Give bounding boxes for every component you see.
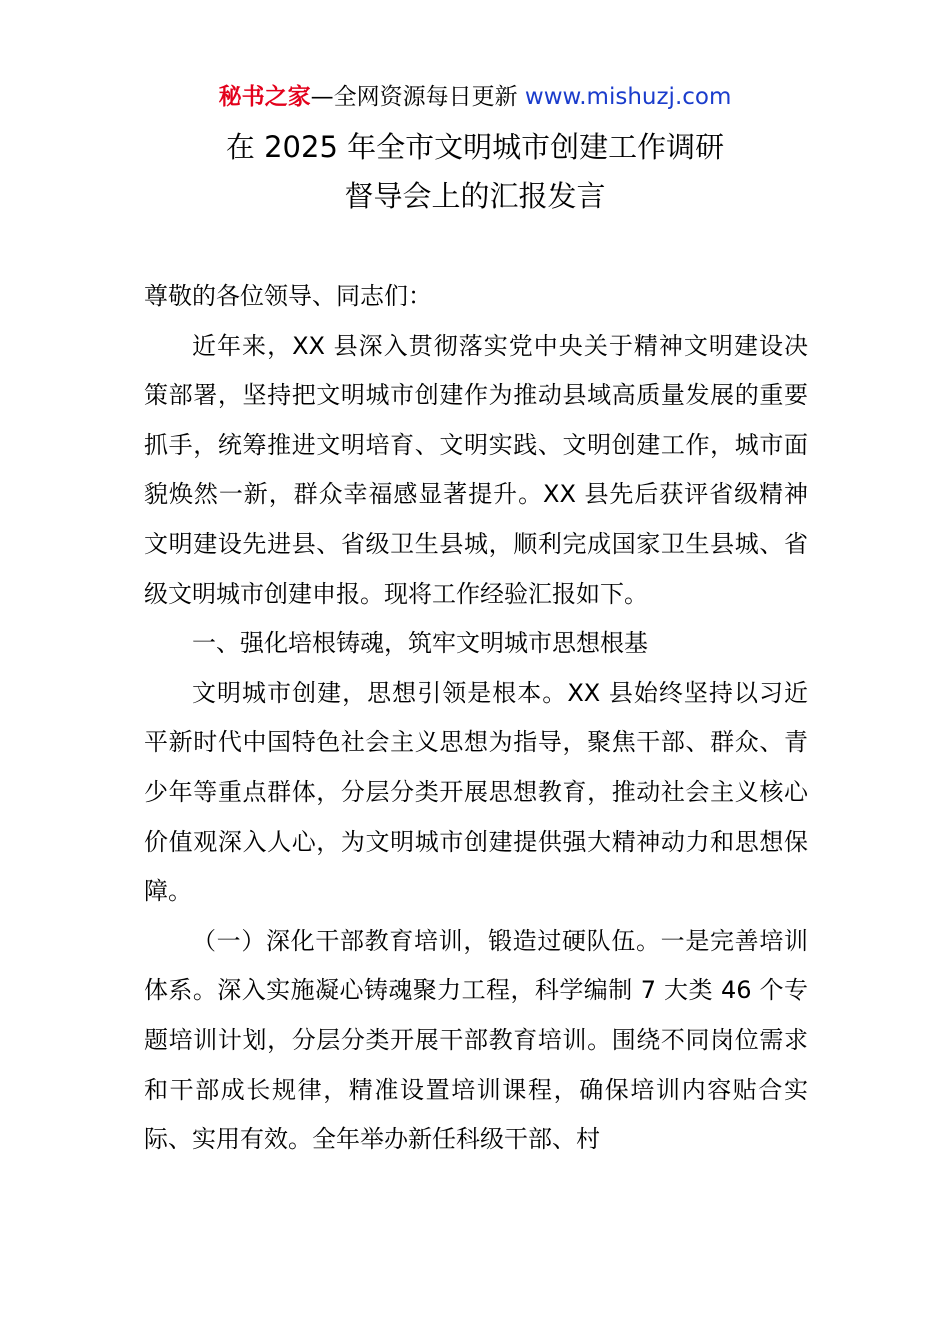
brand-name: 秘书之家 xyxy=(218,84,311,110)
document-title-line-1: 在 2025 年全市文明城市创建工作调研 xyxy=(225,130,725,164)
salutation: 尊敬的各位领导、同志们： xyxy=(144,282,432,310)
document-body xyxy=(144,272,808,1165)
paragraph-intro: 近年来，XX 县深入贯彻落实党中央关于精神文明建设决策部署，坚持把文明城市创建作为推动县域高质量发展的重要抓手，统筹推进文明培育、文明实践、文明创建工作，城市面貌焕然一新，群众幸福感显著提升。XX 县先后获评省级精神文明建设先进县、省级卫生县城，顺利完成国家卫生县城、省级文明城市创建申报。现将工作经验汇报如下。 xyxy=(144,331,808,608)
paragraph-section-1: 文明城市创建，思想引领是根本。XX 县始终坚持以习近平新时代中国特色社会主义思想为指导，聚焦干部、群众、青少年等重点群体，分层分类开展思想教育，推动社会主义核心价值观深入人心，为文明城市创建提供强大精神动力和思想保障。 xyxy=(144,678,808,906)
paragraph-subsection-1: （一）深化干部教育培训，锻造过硬队伍。一是完善培训体系。深入实施凝心铸魂聚力工程，科学编制 7 大类 46 个专题培训计划，分层分类开展干部教育培训。围绕不同岗位需求和干部成长规律，精准设置培训课程，确保培训内容贴合实际、实用有效。全年举办新任科级干部、村 xyxy=(144,926,808,1154)
section-heading-1: 一、强化培根铸魂，筑牢文明城市思想根基 xyxy=(192,629,648,658)
header-tagline: —全网资源每日更新 xyxy=(310,84,525,110)
site-url-link[interactable]: www.mishuzj.com xyxy=(524,84,732,110)
site-header xyxy=(0,80,950,114)
document-title-line-2: 督导会上的汇报发言 xyxy=(344,179,606,213)
